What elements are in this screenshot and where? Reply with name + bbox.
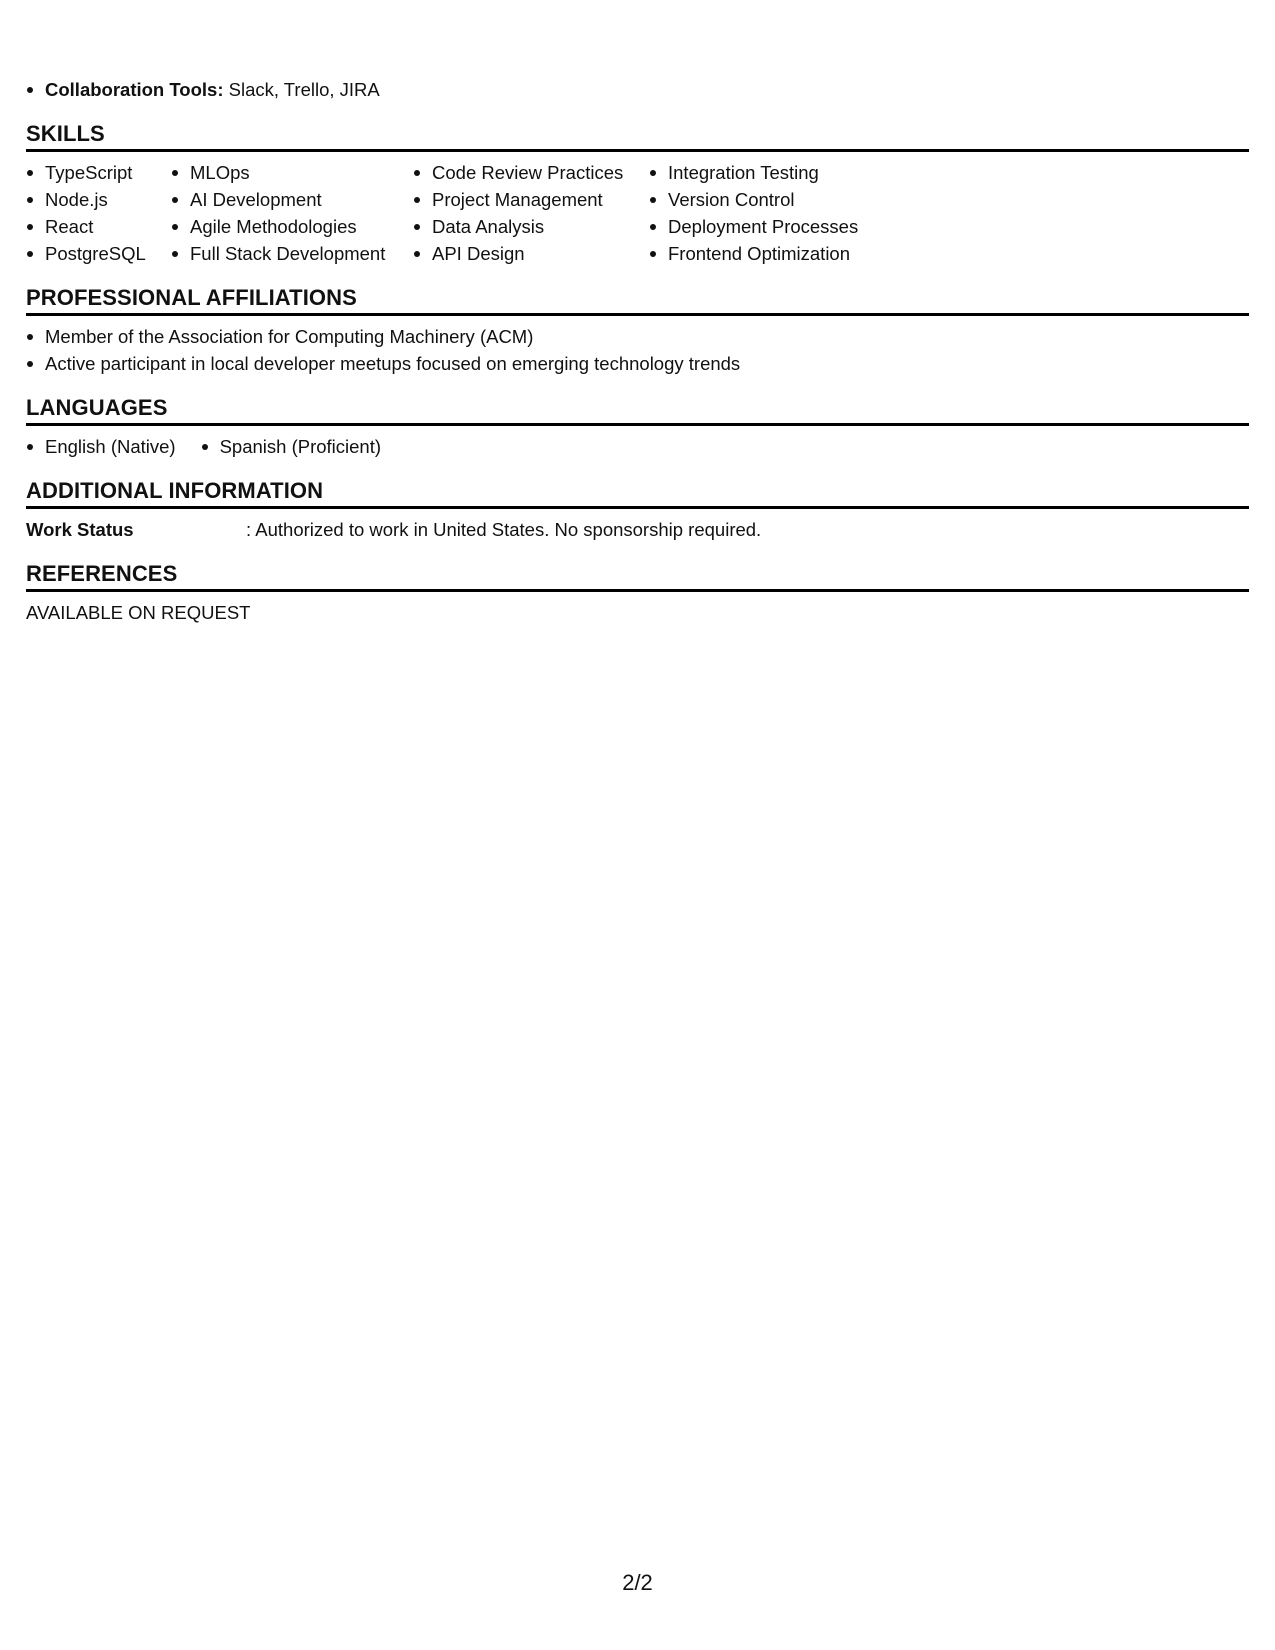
collaboration-tools-item [26,76,1249,103]
skill-item: AI Development [171,186,395,213]
references-text: AVAILABLE ON REQUEST [26,602,251,623]
skills-section [26,121,1249,267]
language-item: Spanish (Proficient) [201,433,381,460]
skill-item: TypeScript [26,159,153,186]
additional-info-heading: ADDITIONAL INFORMATION [26,478,1249,509]
skill-item: Full Stack Development [171,240,395,267]
languages-heading: LANGUAGES [26,395,1249,426]
work-status-value: : Authorized to work in United States. No sponsorship required. [246,519,762,540]
language-item: English (Native) [26,433,176,460]
skill-item: Node.js [26,186,153,213]
references-heading: REFERENCES [26,561,1249,592]
skill-item: Version Control [649,186,909,213]
additional-info-section [26,478,1249,543]
skills-column-4 [649,159,909,267]
skill-item: API Design [413,240,649,267]
skills-grid [26,159,1249,267]
skill-item: React [26,213,153,240]
resume-page [26,76,1249,626]
skills-column-2 [171,159,395,267]
skill-item: Code Review Practices [413,159,649,186]
skill-item: Data Analysis [413,213,649,240]
skill-item: Frontend Optimization [649,240,909,267]
collaboration-tools-label: Collaboration Tools: [45,79,224,100]
skill-item: Deployment Processes [649,213,909,240]
affiliation-item: Active participant in local developer meetups focused on emerging technology trends [26,350,1249,377]
skill-item: MLOps [171,159,395,186]
collaboration-tools-value: Slack, Trello, JIRA [223,79,380,100]
languages-section [26,395,1249,460]
skills-heading: SKILLS [26,121,1249,152]
skill-item: PostgreSQL [26,240,153,267]
work-status-row [26,516,1249,543]
references-section [26,561,1249,626]
skill-item: Integration Testing [649,159,909,186]
skill-item: Agile Methodologies [171,213,395,240]
affiliations-heading: PROFESSIONAL AFFILIATIONS [26,285,1249,316]
skills-column-1 [26,159,153,267]
page-number: 2/2 [622,1570,653,1595]
affiliations-list [26,323,1249,377]
affiliation-item: Member of the Association for Computing Machinery (ACM) [26,323,1249,350]
work-status-label: Work Status [26,519,134,540]
skill-item: Project Management [413,186,649,213]
tools-list [26,76,1249,103]
skills-column-3 [413,159,649,267]
languages-list [26,433,1249,460]
affiliations-section [26,285,1249,377]
